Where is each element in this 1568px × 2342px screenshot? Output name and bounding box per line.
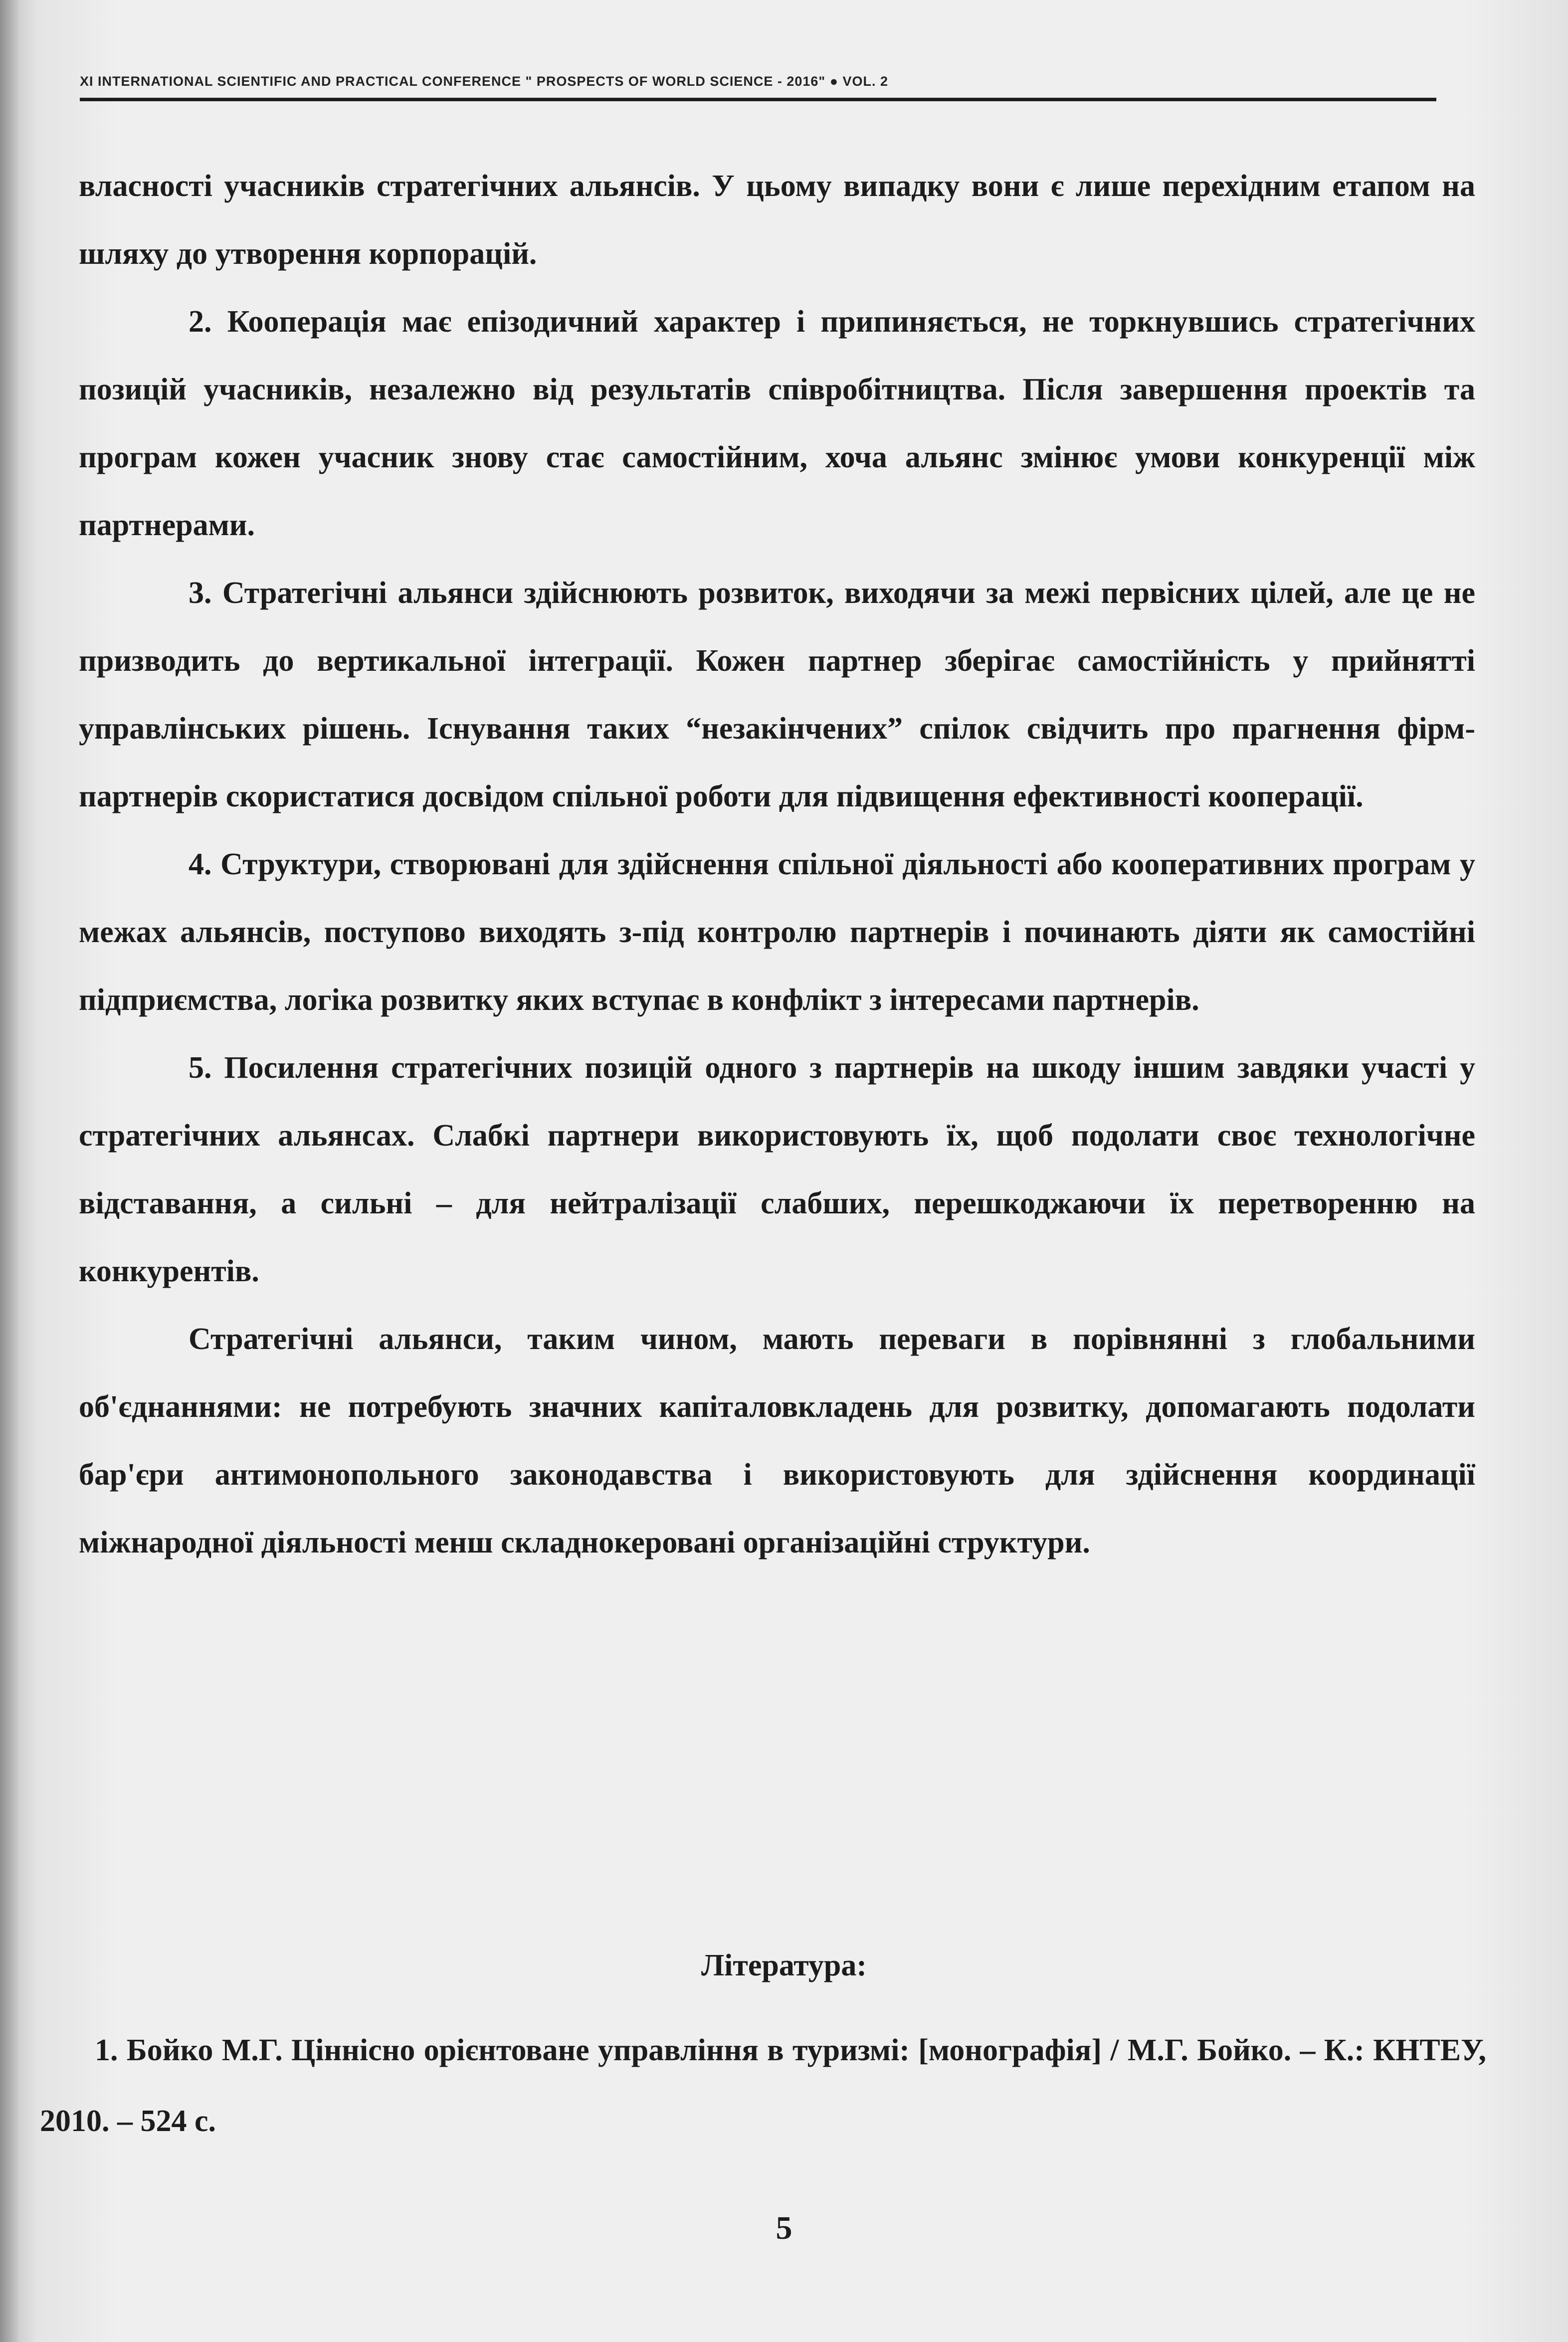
- paragraph-item-2: 2. Кооперація має епізодичний характер і припиняється, не торкнувшись стратегічних позицій учасників, незалежно від результатів співробітництва. Після завершення проектів та програм кожен учасник знову стає самостійним, хоча альянс змінює умови конкуренції між партнерами.: [79, 305, 1475, 542]
- literature-reference: 1. Бойко М.Г. Ціннісно орієнтоване управління в туризмі: [монографія] / М.Г. Бойко. – К.: КНТЕУ, 2010. – 524 с.: [40, 2033, 1486, 2138]
- paragraph-item-4: 4. Структури, створювані для здійснення спільної діяльності або кооперативних програм у межах альянсів, поступово виходять з-під контролю партнерів і починають діяти як самостійні підприємства, логіка розвитку яких вступає в конфлікт з інтересами партнерів.: [79, 847, 1475, 1017]
- page-edge-shadow: [0, 0, 18, 2342]
- paragraph-conclusion: Стратегічні альянси, таким чином, мають переваги в порівнянні з глобальними об'єднаннями: не потребують значних капіталовкладень для розвитку, допомагають подолати бар'єри антимонопольного законодавства і використовують для здійснення координації міжнародної діяльності менш складнокеровані організаційні структури.: [79, 1322, 1475, 1560]
- header-rule: [80, 98, 1436, 101]
- paragraph-item-3: 3. Стратегічні альянси здійснюють розвиток, виходячи за межі первісних цілей, але це не призводить до вертикальної інтеграції. Кожен партнер зберігає самостійність у прийнятті управлінських рішень. Існування таких “незакінчених” спілок свідчить про прагнення фірм-партнерів скористатися досвідом спільної роботи для підвищення ефективності кооперації.: [79, 576, 1475, 813]
- running-header: XI INTERNATIONAL SCIENTIFIC AND PRACTICAL CONFERENCE " PROSPECTS OF WORLD SCIENCE - 2016" ● VOL. 2: [80, 74, 889, 89]
- paragraph-continuation: власності учасників стратегічних альянсів. У цьому випадку вони є лише перехідним етапом на шляху до утворення корпорацій.: [79, 169, 1475, 271]
- literature-heading: Література:: [701, 1949, 867, 1982]
- paragraph-item-5: 5. Посилення стратегічних позицій одного з партнерів на шкоду іншим завдяки участі у стратегічних альянсах. Слабкі партнери використовують їх, щоб подолати своє технологічне відставання, а сильні – для нейтралізації слабших, перешкоджаючи їх перетворенню на конкурентів.: [79, 1051, 1475, 1288]
- body-text: [79, 152, 1475, 1576]
- page-number: 5: [776, 2210, 792, 2246]
